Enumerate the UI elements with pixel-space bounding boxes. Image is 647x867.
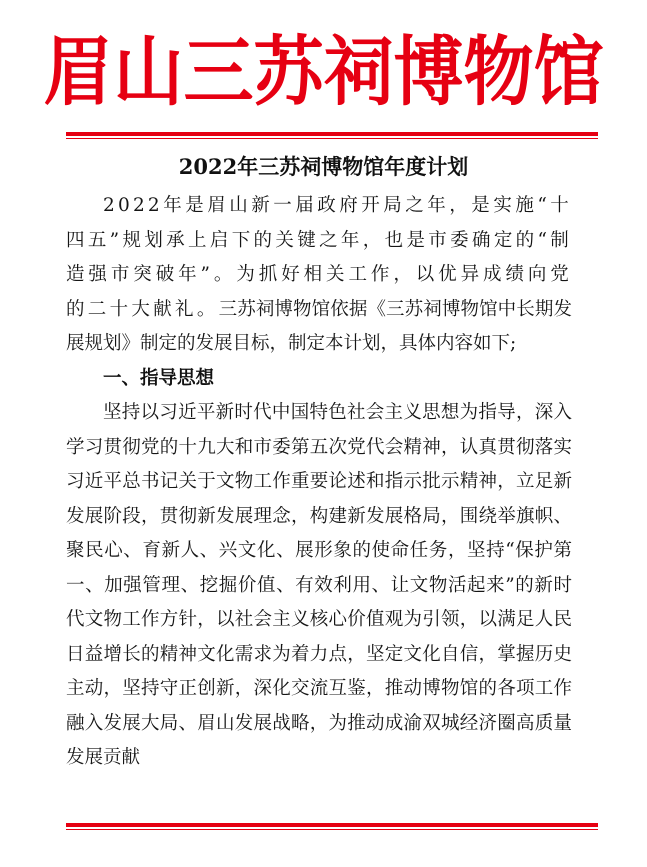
divider-thin-line [66, 829, 598, 830]
intro-text: 三苏祠博物馆依据《三苏祠博物馆中长期发展规划》制定的发展目标，制定本计划，具体内容如下; [66, 298, 572, 354]
document-title: 2022年三苏祠博物馆年度计划 [178, 154, 469, 179]
divider-thick-line [66, 132, 598, 136]
divider-thin-line [66, 138, 598, 139]
masthead-title: 眉山三苏祠博物馆 [43, 27, 604, 117]
section-paragraph: 坚持以习近平新时代中国特色社会主义思想为指导，深入学习贯彻党的十九大和市委第五次党代会精神，认真贯彻落实习近平总书记关于文物工作重要论述和指示批示精神，立足新发展阶段，贯彻新发展理念，构建新发展格局，围绕举旗帜、聚民心、育新人、兴文化、展形象的使命任务，坚持“保护第一、加强管理、挖掘价值、有效利用、让文物活起来”的新时代文物工作方针，以社会主义核心价值观为引领，以满足人民日益增长的精神文化需求为着力点，坚定文化自信，掌握历史主动，坚持守正创新，深化交流互鉴，推动博物馆的各项工作融入发展大局、眉山发展战略，为推动成渝双城经济圈高质量发展贡献 [66, 402, 572, 768]
intro-paragraph [66, 189, 572, 362]
masthead-divider [66, 132, 598, 139]
divider-thick-line [66, 823, 598, 827]
intro-text-spaced: 2022年是眉山新一届政府开局之年，是实施“十四五”规划承上启下的关键之年，也是市委确定的“制造强市突破年”。为抓好相关工作，以优异成绩向党的二十大献礼。 [66, 195, 572, 320]
document-body [66, 189, 572, 776]
footer-divider [66, 823, 598, 830]
section-heading: 一、指导思想 [103, 367, 215, 389]
masthead [0, 18, 647, 130]
